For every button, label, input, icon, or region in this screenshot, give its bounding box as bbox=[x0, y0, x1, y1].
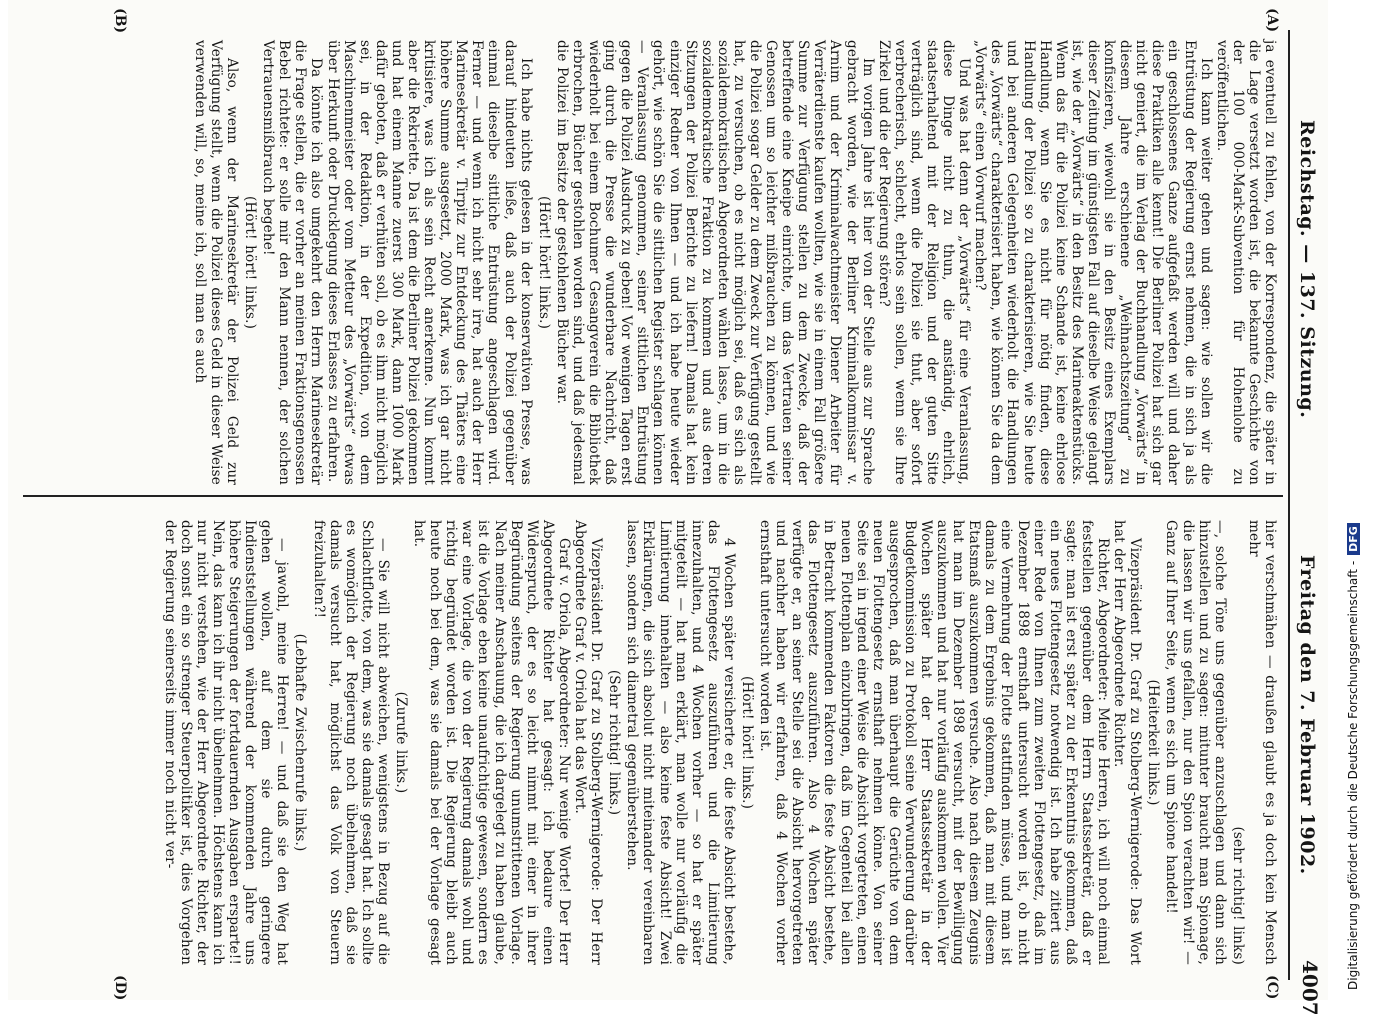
paragraph: Und was hat denn der „Vorwärts“ für eine Veranlassung, diese Dinge nicht zu thun, die anständig, ehrlich, staatserhaltend mit der Religion und der guten Sitte verträglich sind, wenn die Polizei sie thut, aber sofort verbrecherisch, schlecht, ehrlos sein sollen, wenn sie Ihre Zirkel und die der Regierung stören? bbox=[875, 40, 973, 485]
paragraph: Graf v. Oriola, Abgeordneter: Nur wenige Worte! Der Herr Abgeordnete Richter hat gesagt: ich bedaure einen Widerspruch, der es so leicht nimmt mit einer in ihrer Begründung seitens der Regierung unumstrittenen Vorlage. Nach meiner Anschauung, die ich dargelegt zu haben glaube, ist die Vorlage eben keine unaufrichtige gewesen, sondern es war eine Vorlage, die von der Regierung damals wohl und richtig begründet worden ist. Die Regierung bleibt auch heute noch bei dem, was sie damals bei der Vorlage gesagt hat. bbox=[411, 520, 572, 965]
interjection: (Sehr richtig! links.) bbox=[606, 669, 623, 816]
margin-marker-b: (B) bbox=[112, 8, 128, 34]
document-page bbox=[8, 0, 1328, 1016]
paragraph: Ich kann weiter gehen und sagen: wie sollen wir die Entrüstung der Regierung ernst nehmen, die in sich ja als ein geschlossenes Ganze aufgefaßt werden will und daher diese Praktiken alle kennt! Die Berliner Polizei hat sich gar nicht geniert, die im Verlag der Buchhandlung „Vorwärts“ in diesem Jahre erschienene „Weihnachtszeitung“ zu konfiszieren, wiewohl sie in den Besitz eines Exemplars dieser Zeitung im günstigsten Fall auf dieselbe Weise gelangt ist, wie der „Vorwärts“ in den Besitz des Marineaktenstücks. Wenn das für die Polizei keine Schande ist, keine ehrlose Handlung, wenn Sie es nicht für nötig finden, diese Handlung der Polizei so zu charakterisieren, wie Sie heute und bei anderen Gelegenheiten wiederholt die Handlungen des „Vorwärts“ charakterisiert haben, wie können Sie da dem „Vorwärts“ einen Vorwurf machen? bbox=[972, 40, 1214, 485]
paragraph: Vizepräsident Dr. Graf zu Stolberg-Wernigerode: Das Wort hat der Herr Abgeordnete Richter. bbox=[1111, 520, 1144, 965]
paragraph: — jawohl, meine Herren! — und daß sie den Weg hat gehen wollen, auf dem sie durch geringere Indienststellungen während der kommenden Jahre uns höhere Steigerungen der fortdauernden Ausgaben ersparte!! Nein, das kann ich ihr nicht übelnehmen. Höchstens kann ich nur nicht verstehen, wie der Herr Abgeordnete Richter, der doch sonst ein so strenger Steuerpolitiker ist, dies Vorgehen der Regierung seinerseits immer noch nicht ver- bbox=[161, 520, 291, 965]
interjection: (Hört! hört! links.) bbox=[739, 675, 755, 810]
interjection: (Hört! hört! links.) bbox=[242, 195, 259, 330]
paragraph: Also, wenn der Marinesekretär der Polizei Geld zur Verfügung stellt, wenn die Polizei dieses Geld in dieser Weise verwenden will, so, meine ich, soll man es auch bbox=[191, 40, 240, 485]
paragraph: — Sie will nicht abweichen, wenigstens in Bezug auf die Schlachtflotte, von dem, was sie damals gesagt hat. Ich sollte es womöglich der Regierung noch übelnehmen, daß sie damals versucht hat, möglichst das Volk von Steuern freizuhalten?! bbox=[310, 520, 391, 965]
paragraph: Ich habe nichts gelesen in der konservativen Presse, was darauf hindeuten ließe, daß auch der Polizei gegenüber einmal dieselbe sittliche Entrüstung angeschlagen wird. Ferner — und wenn ich nicht sehr irre, hat auch der Herr Marinesekretär v. Tirpitz zur Entdeckung des Thäters eine höhere Summe ausgesetzt, 2000 Mark, was ich gar nicht kritisiere, was ich als sein Recht anerkenne. Nun kommt aber die Rekriette. Da ist dem die Berliner Polizei gekommen und hat einem Manne zuerst 300 Mark, dann 1000 Mark dafür geboten, daß er verhüten soll, ob es ihm nicht möglich sei, in der Redaktion, in der Expedition, von dem Maschinenmeister oder vom Metteur des „Vorwärts“ etwas über Herkunft oder Drucklegung dieses Erlasses zu erfahren. bbox=[324, 40, 534, 485]
paragraph: Vizepräsident Dr. Graf zu Stolberg-Wernigerode: Der Herr Abgeordnete Graf v. Oriola hat das Wort. bbox=[572, 520, 605, 965]
interjection: (sehr richtig! links) bbox=[1229, 826, 1246, 965]
margin-marker-d: (D) bbox=[112, 975, 128, 1001]
margin-marker-c: (C) bbox=[1264, 975, 1280, 1000]
paragraph: Im vorigen Jahre ist hier von der Stelle aus zur Sprache gebracht worden, wie der Berliner Kriminalkommissar v. Arnim und der Kriminalwachtmeister Diener Arbeiter für Verräterdienste kaufen wollten, wie sie in einem Fall größere Summe zur Verfügung stellen zu dem Zwecke, daß der betreffende eine Kneipe einrichte, um das Vertrauen seiner Genossen um so leichter mißbrauchen zu können, und wie die Polizei sogar Gelder zu dem Zweck zur Verfügung gestellt hat, zu versuchen, ob es nicht möglich sei, daß es sich als sozialdemokratischen Abgeordneten wählen lasse, um in die sozialdemokratische Fraktion zu kommen und aus deren Sitzungen der Polizei Berichte zu liefern! Damals hat kein einziger Redner von Ihnen — und ich habe heute wieder gehört, wie schön Sie die sittlichen Register schlagen können — Veranlassung genommen, seiner sittlichen Entrüstung gegen die Polizei Ausdruck zu geben! Vor wenigen Tagen erst ging durch die Presse die wunderbare Nachricht, daß wiederholt bei einem Bochumer Gesangverein die Bibliothek erbrochen, Bücher gestohlen worden sind, und daß jedesmal die Polizei im Besitze der gestohlenen Bücher war. bbox=[553, 40, 876, 485]
page-header bbox=[1286, 0, 1328, 1016]
column-divider bbox=[23, 495, 1283, 497]
paragraph: Da könnte ich also umgekehrt den Herrn Marinesekretär die Frage stellen, die er vorher an meinen Fraktionsgenossen Bebel richtete: er solle mir den Mann nennen, der solchen Vertrauensmißbrauch begehe! bbox=[260, 40, 325, 485]
margin-marker-a: (A) bbox=[1264, 8, 1280, 33]
interjection: (Hört! hört! links.) bbox=[535, 195, 552, 330]
paragraph: hier verschmähen — draußen glaubt es ja doch kein Mensch mehr bbox=[1245, 520, 1278, 965]
left-column bbox=[192, 40, 1278, 485]
paragraph: 4 Wochen später versicherte er, die feste Absicht bestehe, das Flottengesetz auszuführen und die Limitierung innezuhalten, und 4 Wochen vorher — so hat er später mitgeteilt — hat man erklärt, man wolle nur vorläufig die Limitierung innehalten — also keine feste Absicht! Zwei Erklärungen, die sich absolut nicht miteinander vereinbaren lassen, sondern sich diametral gegenüberstehen. bbox=[624, 520, 737, 965]
paragraph: ja eventuell zu fehlen, von der Korrespondenz, die später in die Lage versetzt worden ist, die bekannte Geschichte von der 100 000-Mark-Subvention für Hohenlohe zu veröffentlichen. bbox=[1213, 40, 1278, 485]
digitization-credit bbox=[1346, 523, 1360, 990]
dfg-logo: DFG bbox=[1347, 523, 1360, 555]
right-column bbox=[162, 520, 1278, 965]
page-number: 4007 bbox=[1298, 960, 1322, 1016]
interjection: (Heiterkeit links.) bbox=[1145, 679, 1162, 806]
header-left: Reichstag. — 137. Sitzung. bbox=[1296, 120, 1318, 419]
credit-text: Digitalisierung gefördert durch die Deutsche Forschungsgemeinschaft - bbox=[1346, 560, 1360, 990]
header-right: Freitag den 7. Februar 1902. bbox=[1296, 555, 1318, 875]
header-rule bbox=[1288, 30, 1290, 980]
paragraph: Richter, Abgeordneter: Meine Herren, ich will noch einmal feststellen gegenüber dem Herrn Staatssekretär, daß er sagte: man ist erst später zu der Erkenntnis gekommen, daß ein neues Flottengesetz notwendig ist. Ich habe zitiert aus einer Rede von Ihnen zum zweiten Flottengesetz, daß im Dezember 1898 ernsthaft untersucht worden ist, ob nicht eine Vermehrung der Flotte stattfinden müsse, und man ist damals zu dem Ergebnis gekommen, daß man mit diesem Etatsmaß auszukommen versuche. Also nach diesem Zeugnis hat man im Dezember 1898 versucht, mit der Bewilligung auszukommen und hat nur vorläufig auskommen wollen. Vier Wochen später hat der Herr Staatssekretär in der Budgetkommission zu Protokoll seine Verwunderung darüber ausgesprochen, daß man überhaupt die Gerüchte von dem neuen Flottengesetz ernsthaft nehmen könne. Von seiner Seite sei in irgend einer Weise die Absicht vorgetreten, einen neuen Flottenplan einzubringen, daß im Gegenteil bei allen in Betracht kommenden Faktoren die feste Absicht bestehe, das Flottengesetz auszuführen. Also 4 Wochen später verfügte er, an seiner Stelle sei die Absicht hervorgetreten und nachher haben wir erfahren, daß 4 Wochen vorher ernsthaft untersucht worden ist. bbox=[757, 520, 1112, 965]
paragraph: —, solche Töne uns gegenüber anzuschlagen und dann sich hinzustellen und zu sagen: mitunter braucht man Spionage, die lassen wir uns gefallen, nur den Spion verachten wir! — Ganz auf Ihrer Seite, wenn es sich um Spione handelt! bbox=[1163, 520, 1228, 965]
interjection: (Lebhafte Zwischenrufe links.) bbox=[292, 633, 309, 852]
interjection: (Zurufe links.) bbox=[393, 691, 410, 794]
